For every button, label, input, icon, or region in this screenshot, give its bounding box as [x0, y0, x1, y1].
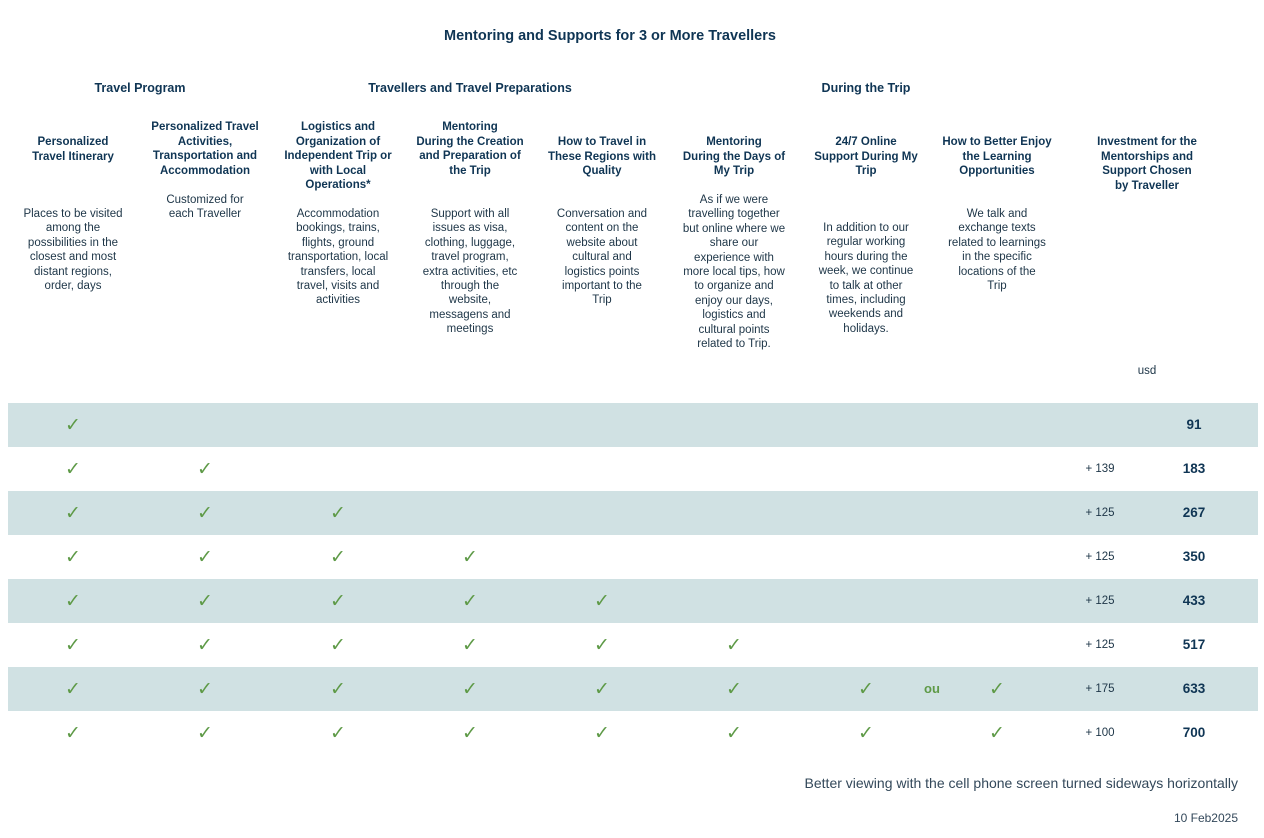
price-total: 91 [1186, 417, 1202, 432]
check-icon: ✓ [330, 634, 346, 656]
check-icon: ✓ [197, 590, 213, 612]
column-heading-7: 24/7 Online Support During My Trip [814, 136, 918, 177]
check-icon: ✓ [726, 678, 742, 700]
check-icon: ✓ [197, 722, 213, 744]
group-during-trip: During the Trip [821, 81, 911, 95]
price-increment: + 125 [1085, 595, 1115, 607]
column-description-4: Support with all issues as visa, clothing, luggage, travel program, extra activities, etc through the website, messagens and meetings [422, 208, 518, 336]
check-icon: ✓ [594, 590, 610, 612]
check-icon: ✓ [197, 502, 213, 524]
price-total: 267 [1182, 505, 1206, 520]
column-description-5: Conversation and content on the website about cultural and logistics points important to the Trip [556, 208, 648, 307]
check-icon: ✓ [65, 722, 81, 744]
price-increment: + 139 [1085, 463, 1115, 475]
check-icon: ✓ [858, 678, 874, 700]
group-travel-program: Travel Program [94, 81, 186, 95]
price-total: 350 [1182, 549, 1206, 564]
column-heading-4: Mentoring During the Creation and Preparation of the Trip [416, 121, 524, 177]
check-icon: ✓ [462, 546, 478, 568]
check-icon: ✓ [726, 634, 742, 656]
price-increment: + 125 [1085, 551, 1115, 563]
check-icon: ✓ [858, 722, 874, 744]
price-increment: + 175 [1085, 683, 1115, 695]
column-heading-1: Personalized Travel Itinerary [32, 136, 114, 163]
column-heading-6: Mentoring During the Days of My Trip [682, 136, 786, 177]
check-icon: ✓ [330, 502, 346, 524]
check-icon: ✓ [65, 414, 81, 436]
check-icon: ✓ [462, 634, 478, 656]
currency-label: usd [1137, 365, 1157, 377]
table-row [8, 403, 1258, 447]
check-icon: ✓ [594, 678, 610, 700]
check-icon: ✓ [989, 678, 1005, 700]
check-icon: ✓ [65, 590, 81, 612]
price-increment: + 125 [1085, 639, 1115, 651]
column-heading-2: Personalized Travel Activities, Transportation and Accommodation [151, 121, 259, 177]
investment-heading: Investment for the Mentorships and Support Chosen by Traveller [1097, 136, 1197, 192]
check-icon: ✓ [330, 546, 346, 568]
table-row [8, 447, 1258, 491]
check-icon: ✓ [330, 722, 346, 744]
table-row [8, 623, 1258, 667]
check-icon: ✓ [197, 678, 213, 700]
check-icon: ✓ [65, 502, 81, 524]
check-icon: ✓ [65, 678, 81, 700]
check-icon: ✓ [594, 634, 610, 656]
column-description-7: In addition to our regular working hours during the week, we continue to talk at other times, including weekends and holidays. [818, 222, 914, 335]
price-total: 633 [1182, 681, 1206, 696]
column-description-8: We talk and exchange texts related to learnings in the specific locations of the Trip [948, 208, 1046, 293]
check-icon: ✓ [989, 722, 1005, 744]
column-heading-8: How to Better Enjoy the Learning Opportunities [942, 136, 1052, 177]
table-row [8, 667, 1258, 711]
table-row [8, 711, 1258, 755]
table-row [8, 579, 1258, 623]
price-total: 183 [1182, 461, 1206, 476]
check-icon: ✓ [462, 722, 478, 744]
check-icon: ✓ [197, 546, 213, 568]
check-icon: ✓ [65, 634, 81, 656]
check-icon: ✓ [726, 722, 742, 744]
check-icon: ✓ [462, 678, 478, 700]
price-increment: + 100 [1085, 727, 1115, 739]
footnote: Better viewing with the cell phone screen turned sideways horizontally [804, 775, 1238, 791]
column-description-6: As if we were travelling together but online where we share our experience with more local tips, how to organize and enjoy our days, logistics and cultural points related to Trip. [682, 194, 786, 351]
or-label: ou [924, 681, 940, 696]
check-icon: ✓ [197, 458, 213, 480]
table-row [8, 535, 1258, 579]
column-heading-3: Logistics and Organization of Independent Trip or with Local Operations* [284, 121, 392, 191]
check-icon: ✓ [330, 590, 346, 612]
check-icon: ✓ [65, 458, 81, 480]
column-description-1: Places to be visited among the possibilities in the closest and most distant regions, order, days [23, 208, 123, 293]
check-icon: ✓ [65, 546, 81, 568]
check-icon: ✓ [197, 634, 213, 656]
price-total: 433 [1182, 593, 1206, 608]
price-total: 700 [1182, 725, 1206, 740]
check-icon: ✓ [330, 678, 346, 700]
column-description-2: Customized for each Traveller [166, 194, 244, 221]
price-total: 517 [1182, 637, 1206, 652]
check-icon: ✓ [462, 590, 478, 612]
column-description-3: Accommodation bookings, trains, flights, ground transportation, local transfers, local travel, visits and activities [287, 208, 389, 307]
page-title: Mentoring and Supports for 3 or More Travellers [444, 28, 776, 44]
check-icon: ✓ [594, 722, 610, 744]
group-travellers-preparations: Travellers and Travel Preparations [368, 81, 572, 95]
table-row [8, 491, 1258, 535]
price-increment: + 125 [1085, 507, 1115, 519]
column-heading-5: How to Travel in These Regions with Quality [548, 136, 656, 177]
date-label: 10 Feb2025 [1173, 811, 1238, 825]
